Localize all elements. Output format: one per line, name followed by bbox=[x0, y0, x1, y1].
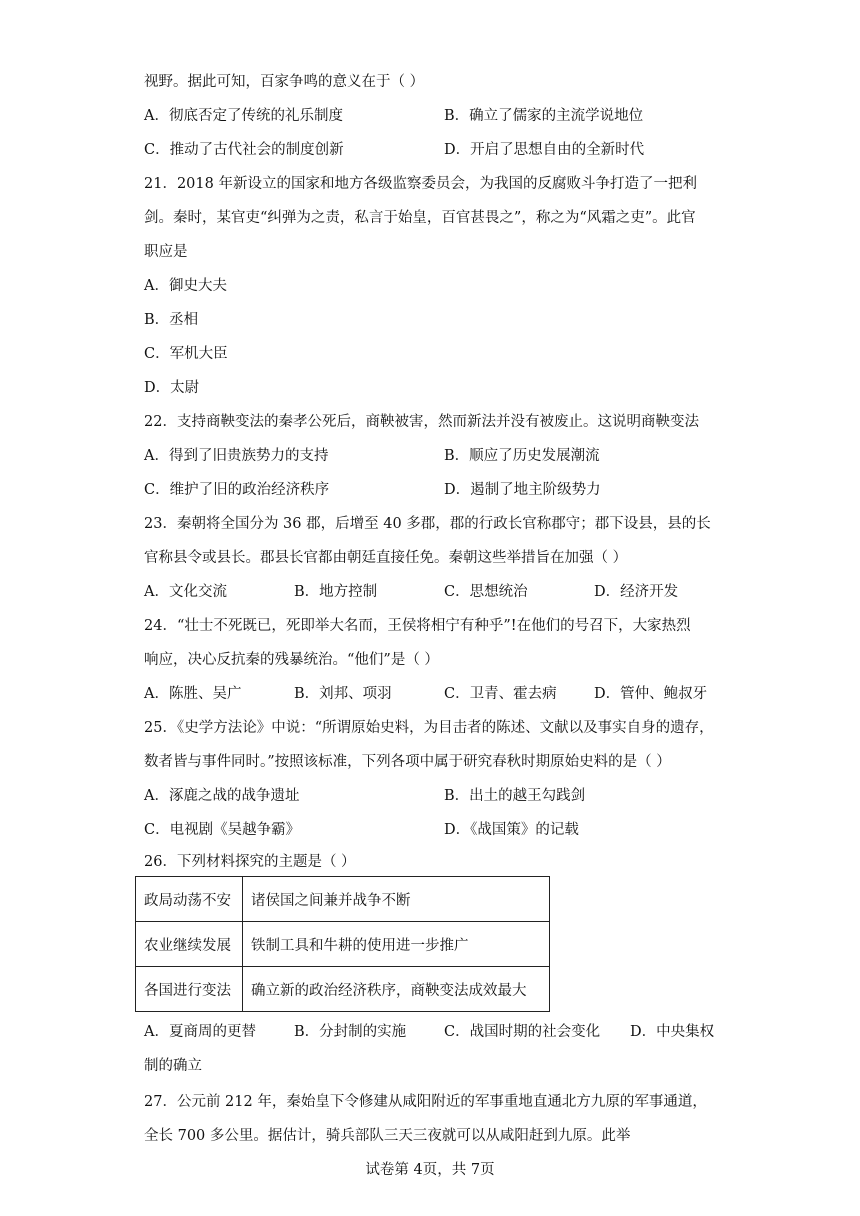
q26-option-a[interactable]: A．夏商周的更替 bbox=[144, 1024, 256, 1040]
q23-option-d[interactable]: D．经济开发 bbox=[594, 584, 679, 600]
q26-option-d-wrap: 制的确立 bbox=[144, 1058, 202, 1074]
option-row bbox=[144, 106, 724, 126]
q25-option-a[interactable]: A．涿鹿之战的战争遗址 bbox=[144, 788, 300, 804]
q23-option-a[interactable]: A．文化交流 bbox=[144, 584, 227, 600]
q27-text-line-1: 27．公元前 212 年，秦始皇下令修建从咸阳附近的军事重地直通北方九原的军事通道， bbox=[144, 1094, 707, 1110]
option-b[interactable]: B．确立了儒家的主流学说地位 bbox=[444, 108, 644, 124]
page-footer: 试卷第 4页，共 7页 bbox=[365, 1162, 495, 1178]
q21-text-line-1: 21．2018 年新设立的国家和地方各级监察委员会，为我国的反腐败斗争打造了一把利 bbox=[144, 176, 697, 192]
q23-option-b[interactable]: B．地方控制 bbox=[294, 584, 378, 600]
q26-option-row bbox=[144, 1022, 724, 1042]
table-cell: 农业继续发展 bbox=[136, 922, 243, 967]
q24-option-c[interactable]: C．卫青、霍去病 bbox=[444, 686, 557, 702]
q21-option-d[interactable]: D．太尉 bbox=[144, 380, 200, 396]
option-c[interactable]: C．推动了古代社会的制度创新 bbox=[144, 142, 344, 158]
table-row bbox=[136, 922, 550, 967]
q26-option-b[interactable]: B．分封制的实施 bbox=[294, 1024, 407, 1040]
q22-option-row bbox=[144, 446, 724, 466]
q23-option-c[interactable]: C．思想统治 bbox=[444, 584, 528, 600]
q21-option-b[interactable]: B．丞相 bbox=[144, 312, 199, 328]
q21-option-c[interactable]: C．军机大臣 bbox=[144, 346, 228, 362]
q24-option-d[interactable]: D．管仲、鲍叔牙 bbox=[594, 686, 708, 702]
q25-option-c[interactable]: C．电视剧《吴越争霸》 bbox=[144, 822, 301, 838]
table-cell: 铁制工具和牛耕的使用进一步推广 bbox=[243, 922, 550, 967]
q27-text-line-2: 全长 700 多公里。据估计，骑兵部队三天三夜就可以从咸阳赶到九原。此举 bbox=[144, 1128, 631, 1144]
q21-text-line-3: 职应是 bbox=[144, 244, 188, 260]
q23-text-line-1: 23．秦朝将全国分为 36 郡，后增至 40 多郡，郡的行政长官称郡守；郡下设县，县的长 bbox=[144, 516, 711, 532]
q23-option-row bbox=[144, 582, 724, 602]
q21-option-a[interactable]: A．御史大夫 bbox=[144, 278, 227, 294]
q22-option-d[interactable]: D．遏制了地主阶级势力 bbox=[444, 482, 601, 498]
q25-option-row bbox=[144, 820, 724, 840]
q26-text-line-1: 26．下列材料探究的主题是（ ） bbox=[144, 854, 356, 870]
q25-option-row bbox=[144, 786, 724, 806]
table-row bbox=[136, 967, 550, 1012]
q26-option-d[interactable]: D．中央集权 bbox=[630, 1024, 715, 1040]
option-a[interactable]: A．彻底否定了传统的礼乐制度 bbox=[144, 108, 343, 124]
material-table bbox=[135, 876, 550, 1012]
q22-text-line-1: 22．支持商鞅变法的秦孝公死后，商鞅被害，然而新法并没有被废止。这说明商鞅变法 bbox=[144, 414, 699, 430]
q25-text-line-2: 数者皆与事件同时。”按照该标准，下列各项中属于研究春秋时期原始史料的是（ ） bbox=[144, 754, 671, 770]
table-cell: 各国进行变法 bbox=[136, 967, 243, 1012]
table-cell: 诸侯国之间兼并战争不断 bbox=[243, 877, 550, 922]
q22-option-row bbox=[144, 480, 724, 500]
q24-text-line-2: 响应，决心反抗秦的残暴统治。“他们”是（ ） bbox=[144, 652, 439, 668]
table-cell: 政局动荡不安 bbox=[136, 877, 243, 922]
q22-option-b[interactable]: B．顺应了历史发展潮流 bbox=[444, 448, 600, 464]
q24-option-a[interactable]: A．陈胜、吴广 bbox=[144, 686, 242, 702]
q21-text-line-2: 剑。秦时，某官吏“纠弹为之责，私言于始皇，百官甚畏之”，称之为“风霜之吏”。此官 bbox=[144, 210, 696, 226]
option-d[interactable]: D．开启了思想自由的全新时代 bbox=[444, 142, 645, 158]
table-cell: 确立新的政治经济秩序，商鞅变法成效最大 bbox=[243, 967, 550, 1012]
question-text-line: 视野。据此可知，百家争鸣的意义在于（ ） bbox=[144, 74, 425, 90]
q26-option-c[interactable]: C．战国时期的社会变化 bbox=[444, 1024, 601, 1040]
q24-option-b[interactable]: B．刘邦、项羽 bbox=[294, 686, 392, 702]
q25-option-d[interactable]: D．《战国策》的记载 bbox=[444, 822, 579, 838]
q22-option-c[interactable]: C．维护了旧的政治经济秩序 bbox=[144, 482, 330, 498]
q25-option-b[interactable]: B．出土的越王勾践剑 bbox=[444, 788, 586, 804]
q22-option-a[interactable]: A．得到了旧贵族势力的支持 bbox=[144, 448, 329, 464]
q24-option-row bbox=[144, 684, 724, 704]
option-row bbox=[144, 140, 724, 160]
table-row bbox=[136, 877, 550, 922]
q24-text-line-1: 24．“壮士不死既已，死即举大名而，王侯将相宁有种乎”!在他们的号召下，大家热烈 bbox=[144, 618, 691, 634]
q25-text-line-1: 25．《史学方法论》中说：“所谓原始史料，为目击者的陈述、文献以及事实自身的遗存， bbox=[144, 720, 714, 736]
q23-text-line-2: 官称县令或县长。郡县长官都由朝廷直接任免。秦朝这些举措旨在加强（ ） bbox=[144, 550, 628, 566]
